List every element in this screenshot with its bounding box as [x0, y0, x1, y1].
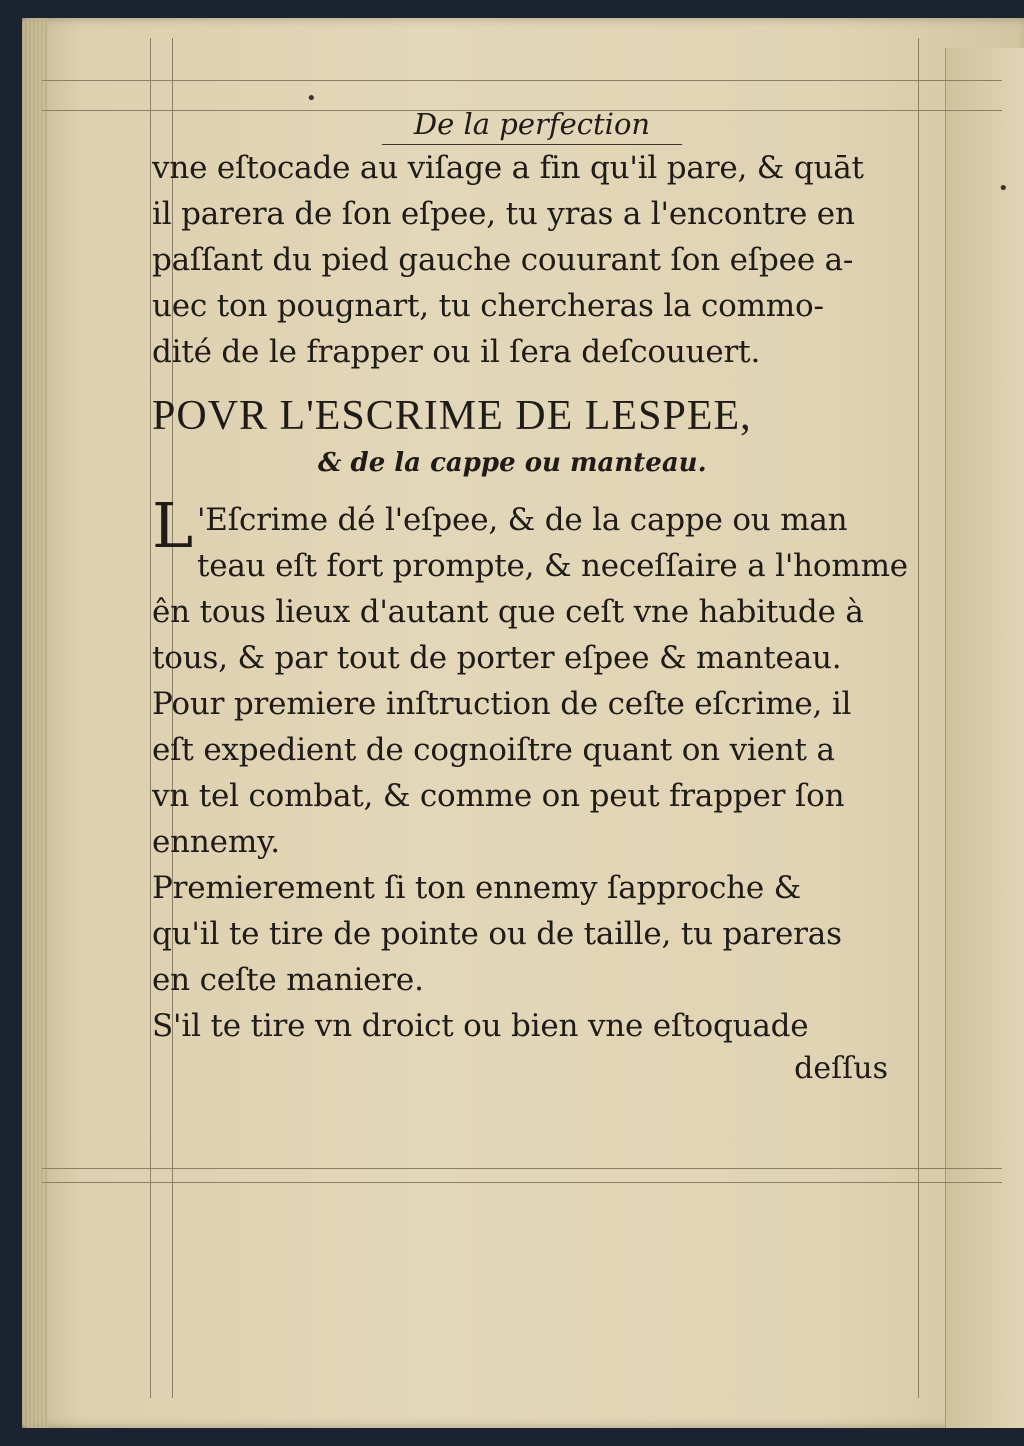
text-line: ên tous lieux d'autant que ceſt vne habitude à	[152, 594, 864, 630]
text-line: eſt expedient de cognoiſtre quant on vient a	[152, 732, 835, 768]
section-subtitle: & de la cappe ou manteau.	[318, 448, 707, 478]
frame-rule-bottom	[42, 1168, 1002, 1169]
text-line: en ceſte maniere.	[152, 962, 424, 998]
text-line: paſſant du pied gauche couurant ſon eſpee a-	[152, 242, 854, 278]
text-line: S'il te tire vn droict ou bien vne eſtoquade	[152, 1008, 809, 1044]
text-line: teau eſt fort prompte, & neceſſaire a l'homme	[196, 548, 908, 584]
passage-2	[152, 489, 908, 1049]
text-line: uec ton pougnart, tu chercheras la commo-	[152, 288, 824, 324]
text-line: tous, & par tout de porter eſpee & manteau.	[152, 640, 842, 676]
page-gutter-edges	[22, 18, 48, 1428]
first-line-text: 'Eſcrime dé l'eſpee, & de la cappe ou man	[196, 502, 848, 538]
passage-1	[152, 145, 892, 375]
text-line: ennemy.	[152, 824, 280, 860]
text-line: Pour premiere inſtruction de ceſte eſcrime, il	[152, 686, 852, 722]
page-text-block	[152, 104, 908, 1089]
text-line: dité de le frapper ou il ſera deſcouuert.	[152, 334, 761, 370]
text-line: Premierement ſi ton ennemy ſapproche &	[152, 870, 802, 906]
text-line: vne eſtocade au viſage a fin qu'il pare, & quāt	[152, 150, 864, 186]
text-line: vn tel combat, & comme on peut frapper ſon	[152, 778, 845, 814]
section-title: POVR L'ESCRIME DE LESPEE,	[152, 393, 752, 439]
text-line: il parera de ſon eſpee, tu yras a l'encontre en	[152, 196, 855, 232]
drop-cap: L	[152, 489, 193, 562]
ink-dot: •	[998, 178, 1009, 199]
frame-rule-left	[150, 38, 151, 1398]
catchword: deſſus	[794, 1051, 888, 1086]
frame-rule-bottom-2	[42, 1182, 1002, 1183]
running-head: De la perfection	[382, 104, 682, 145]
text-line-first	[152, 489, 892, 562]
ink-dot: •	[306, 88, 317, 109]
frame-rule-top	[42, 80, 1002, 81]
frame-rule-right	[918, 38, 919, 1398]
facing-page-edge	[945, 48, 1024, 1428]
text-line: qu'il te tire de pointe ou de taille, tu pareras	[152, 916, 842, 952]
